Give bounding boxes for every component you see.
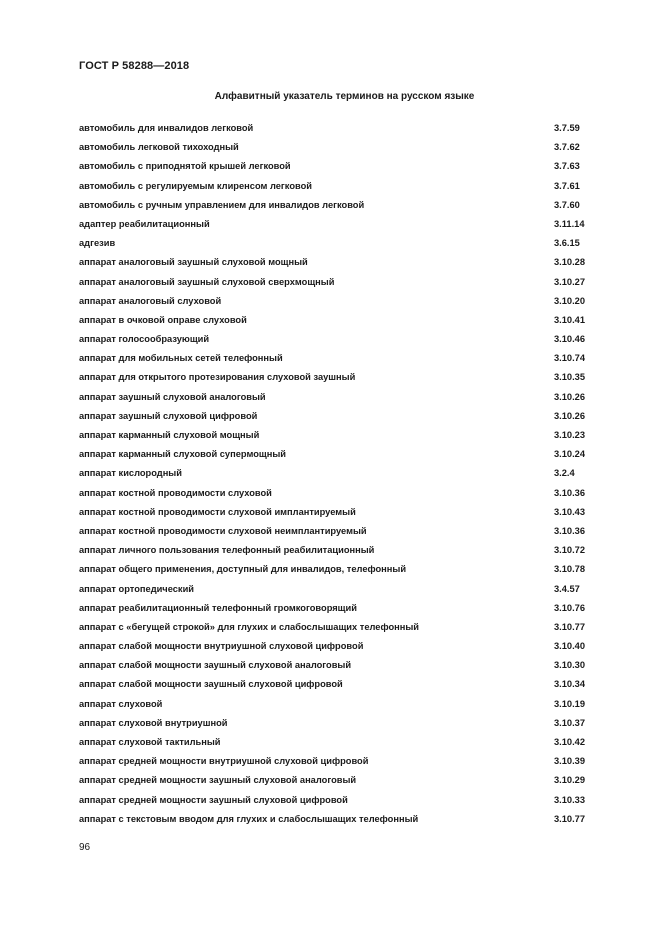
index-entry [79,580,599,599]
entry-reference: 3.10.40 [554,641,586,652]
entry-reference: 3.10.36 [554,487,586,498]
entry-reference: 3.10.29 [554,775,586,786]
index-entry [79,752,599,771]
entry-reference: 3.10.41 [554,314,586,325]
index-entry [79,695,599,714]
entry-term: аппарат слуховой тактильный [79,737,221,747]
entry-reference: 3.10.77 [554,621,586,632]
entry-reference: 3.10.33 [554,794,586,805]
entry-reference: 3.11.14 [554,218,585,229]
entry-term: аппарат слабой мощности внутриушной слуховой цифровой [79,641,364,652]
entry-term: автомобиль с ручным управлением для инвалидов легковой [79,199,365,210]
entry-reference: 3.10.28 [554,257,586,268]
entry-reference: 3.2.4 [554,468,575,479]
entry-reference: 3.10.27 [554,276,586,287]
entry-term: аппарат с «бегущей строкой» для глухих и слабослышащих телефонный [79,621,420,632]
index-entry [79,177,599,196]
entry-reference: 3.10.24 [554,449,586,460]
entry-term: аппарат общего применения, доступный для инвалидов, телефонный [79,564,407,575]
entry-term: аппарат с текстовым вводом для глухих и слабослышащих телефонный [79,813,419,824]
index-entry [79,503,599,522]
entry-term: аппарат для мобильных сетей телефонный [79,353,283,364]
entry-term: автомобиль легковой тихоходный [79,142,239,153]
index-entry [79,656,599,675]
entry-reference: 3.10.42 [554,737,586,747]
entry-term: аппарат карманный слуховой супермощный [79,449,286,460]
entry-reference: 3.10.74 [554,353,586,364]
entry-term: аппарат слуховой внутриушной [79,717,228,728]
entry-reference: 3.10.26 [554,391,586,402]
entry-term: аппарат в очковой оправе слуховой [79,314,247,325]
entry-term: автомобиль для инвалидов легковой [79,123,254,133]
entry-reference: 3.10.43 [554,506,586,517]
entry-reference: 3.10.23 [554,430,586,440]
index-entry [79,330,599,349]
entry-term: аппарат заушный слуховой цифровой [79,410,258,421]
index-entry [79,714,599,733]
entry-reference: 3.10.20 [554,295,586,306]
index-entry [79,119,599,138]
term-index [79,119,599,829]
index-entry [79,292,599,311]
index-entry [79,733,599,752]
section-title: Алфавитный указатель терминов на русском языке [214,91,475,102]
entry-term: аппарат аналоговый заушный слуховой мощный [79,257,308,268]
entry-reference: 3.6.15 [554,238,580,249]
entry-reference: 3.10.72 [554,545,586,556]
entry-reference: 3.10.77 [554,813,586,824]
entry-reference: 3.7.61 [554,180,580,191]
entry-term: аппарат личного пользования телефонный реабилитационный [79,545,375,556]
index-entry [79,388,599,407]
entry-reference: 3.10.35 [554,372,586,383]
index-entry [79,445,599,464]
index-entry [79,273,599,292]
entry-reference: 3.10.46 [554,334,586,345]
entry-term: аппарат слуховой [79,698,163,709]
entry-reference: 3.10.37 [554,717,586,728]
entry-reference: 3.7.59 [554,123,580,133]
entry-reference: 3.4.57 [554,583,580,594]
entry-reference: 3.10.34 [554,679,586,690]
entry-reference: 3.10.76 [554,602,586,613]
index-entry [79,349,599,368]
entry-reference: 3.10.26 [554,410,586,421]
entry-term: аппарат аналоговый слуховой [79,295,222,306]
page-number: 96 [79,842,91,853]
entry-term: аппарат для открытого протезирования слуховой заушный [79,372,356,383]
index-entry [79,426,599,445]
entry-reference: 3.10.30 [554,660,586,671]
index-entry [79,675,599,694]
entry-term: аппарат заушный слуховой аналоговый [79,391,266,402]
entry-reference: 3.7.63 [554,161,580,172]
index-entry [79,541,599,560]
entry-term: аппарат костной проводимости слуховой неимплантируемый [79,525,367,536]
index-entry [79,522,599,541]
index-entry [79,560,599,579]
entry-term: аппарат карманный слуховой мощный [79,430,260,440]
index-entry [79,253,599,272]
index-entry [79,215,599,234]
entry-term: аппарат аналоговый заушный слуховой сверхмощный [79,276,335,287]
index-entry [79,196,599,215]
standard-header: ГОСТ Р 58288—2018 [79,60,190,72]
index-entry [79,484,599,503]
entry-term: аппарат костной проводимости слуховой имплантируемый [79,506,356,517]
index-entry [79,618,599,637]
index-entry [79,157,599,176]
entry-reference: 3.7.62 [554,142,580,153]
entry-term: аппарат средней мощности заушный слуховой аналоговый [79,775,357,786]
index-entry [79,771,599,790]
entry-term: аппарат ортопедический [79,583,195,594]
index-entry [79,637,599,656]
entry-term: аппарат кислородный [79,468,182,479]
entry-reference: 3.10.36 [554,525,586,536]
entry-term: аппарат слабой мощности заушный слуховой аналоговый [79,660,352,671]
entry-term: аппарат голосообразующий [79,334,210,345]
index-entry [79,810,599,829]
entry-reference: 3.10.78 [554,564,586,575]
index-entry [79,368,599,387]
entry-term: аппарат средней мощности заушный слуховой цифровой [79,794,348,805]
index-entry [79,234,599,253]
entry-term: аппарат реабилитационный телефонный громкоговорящий [79,602,357,613]
index-entry [79,138,599,157]
entry-reference: 3.7.60 [554,199,580,210]
entry-term: автомобиль с приподнятой крышей легковой [79,161,291,172]
index-entry [79,791,599,810]
index-entry [79,311,599,330]
entry-term: адаптер реабилитационный [79,218,210,229]
index-entry [79,407,599,426]
entry-reference: 3.10.39 [554,756,586,767]
entry-term: аппарат средней мощности внутриушной слуховой цифровой [79,756,369,767]
entry-term: аппарат слабой мощности заушный слуховой цифровой [79,679,343,690]
index-entry [79,599,599,618]
entry-term: аппарат костной проводимости слуховой [79,487,272,498]
entry-reference: 3.10.19 [554,698,586,709]
index-entry [79,464,599,483]
entry-term: автомобиль с регулируемым клиренсом легковой [79,180,312,191]
entry-term: адгезив [79,238,116,249]
